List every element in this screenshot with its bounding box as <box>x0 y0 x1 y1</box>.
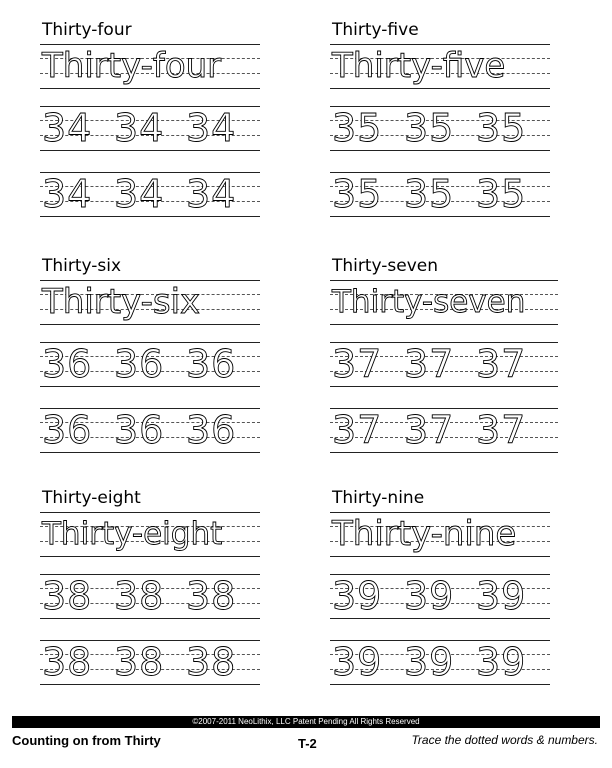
traced-number: 37 <box>476 342 527 386</box>
traced-number: 36 <box>42 408 93 452</box>
page-number: T-2 <box>298 736 317 751</box>
traced-number: 37 <box>404 342 455 386</box>
word-trace-row <box>40 280 260 324</box>
traced-number: 38 <box>186 574 237 618</box>
traced-number: 36 <box>42 342 93 386</box>
section-title: Thirty-nine <box>332 488 425 508</box>
traced-number: 34 <box>186 106 237 150</box>
traced-word: Thirty-six <box>42 282 201 322</box>
traced-word: Thirty-four <box>42 46 222 86</box>
traced-number: 37 <box>476 408 527 452</box>
number-trace-row <box>330 342 558 386</box>
worksheet-title: Counting on from Thirty <box>12 733 161 748</box>
traced-number: 35 <box>404 172 455 216</box>
traced-number: 39 <box>332 574 383 618</box>
traced-word: Thirty-five <box>332 46 506 86</box>
number-trace-row <box>330 106 550 150</box>
traced-number: 35 <box>332 172 383 216</box>
traced-number: 38 <box>186 640 237 684</box>
instruction-text: Trace the dotted words & numbers. <box>411 733 598 747</box>
number-trace-row <box>40 574 260 618</box>
traced-number: 37 <box>332 342 383 386</box>
traced-word: Thirty-nine <box>332 514 517 554</box>
traced-number: 34 <box>114 172 165 216</box>
traced-number: 34 <box>42 172 93 216</box>
section-title: Thirty-five <box>332 20 419 40</box>
word-trace-row <box>330 280 558 324</box>
traced-number: 37 <box>332 408 383 452</box>
number-trace-row <box>40 106 260 150</box>
number-trace-row <box>330 574 550 618</box>
section-title: Thirty-four <box>42 20 132 40</box>
traced-number: 34 <box>42 106 93 150</box>
copyright-bar: ©2007-2011 NeoLithix, LLC Patent Pending All Rights Reserved <box>12 716 600 728</box>
number-trace-row <box>40 172 260 216</box>
traced-number: 34 <box>186 172 237 216</box>
number-trace-row <box>330 640 550 684</box>
section-title: Thirty-eight <box>42 488 141 508</box>
traced-number: 38 <box>114 574 165 618</box>
number-trace-row <box>330 408 558 452</box>
word-trace-row <box>330 44 550 88</box>
traced-number: 36 <box>114 342 165 386</box>
traced-number: 35 <box>404 106 455 150</box>
section-title: Thirty-six <box>42 256 122 276</box>
traced-number: 38 <box>114 640 165 684</box>
traced-number: 35 <box>476 172 527 216</box>
traced-word: Thirty-seven <box>332 284 526 320</box>
traced-word: Thirty-eight <box>42 516 223 552</box>
traced-number: 38 <box>42 640 93 684</box>
section-title: Thirty-seven <box>332 256 439 276</box>
word-trace-row <box>330 512 550 556</box>
number-trace-row <box>40 342 260 386</box>
traced-number: 39 <box>404 640 455 684</box>
traced-number: 34 <box>114 106 165 150</box>
number-trace-row <box>40 640 260 684</box>
traced-number: 37 <box>404 408 455 452</box>
traced-number: 36 <box>186 408 237 452</box>
traced-number: 38 <box>42 574 93 618</box>
traced-number: 36 <box>114 408 165 452</box>
word-trace-row <box>40 44 260 88</box>
number-trace-row <box>330 172 550 216</box>
traced-number: 39 <box>404 574 455 618</box>
traced-number: 36 <box>186 342 237 386</box>
word-trace-row <box>40 512 260 556</box>
traced-number: 39 <box>476 574 527 618</box>
traced-number: 35 <box>476 106 527 150</box>
traced-number: 39 <box>476 640 527 684</box>
number-trace-row <box>40 408 260 452</box>
traced-number: 35 <box>332 106 383 150</box>
traced-number: 39 <box>332 640 383 684</box>
